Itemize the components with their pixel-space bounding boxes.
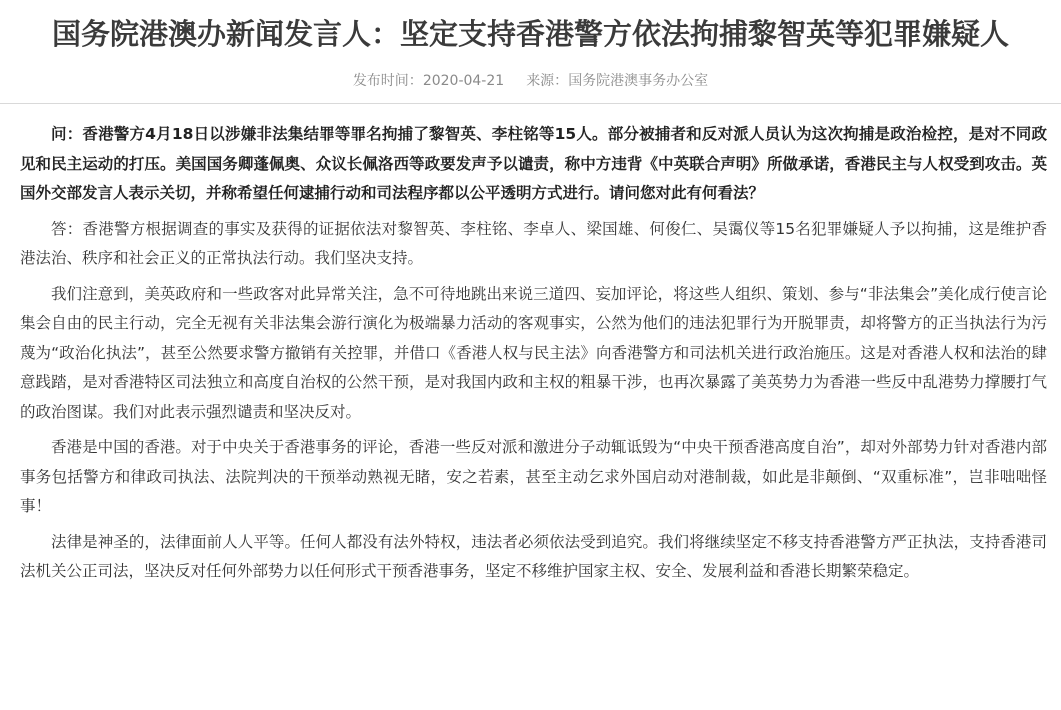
body-paragraph: 法律是神圣的，法律面前人人平等。任何人都没有法外特权，违法者必须依法受到追究。我们将继续坚定不移支持香港警方严正执法，支持香港司法机关公正司法，坚决反对任何外部势力以任何形式干预香港事务，坚定不移维护国家主权、安全、发展利益和香港长期繁荣稳定。 bbox=[20, 532, 1047, 580]
source-name: 国务院港澳事务办公室 bbox=[568, 73, 709, 89]
article-meta bbox=[0, 71, 1061, 91]
body-paragraph: 香港是中国的香港。对于中央关于香港事务的评论，香港一些反对派和激进分子动辄诋毁为“中央干预香港高度自治”，却对外部势力针对香港内部事务包括警方和律政司执法、法院判决的干预举动熟视无睹，安之若素，甚至主动乞求外国启动对港制裁，如此是非颠倒、“双重标准”，岂非咄咄怪事！ bbox=[20, 438, 1047, 515]
publish-label: 发布时间： bbox=[352, 73, 423, 89]
publish-date: 2020-04-21 bbox=[422, 73, 505, 89]
body-paragraph: 我们注意到，美英政府和一些政客对此异常关注，急不可待地跳出来说三道四、妄加评论，将这些人组织、策划、参与“非法集会”美化成行使言论集会自由的民主行动，完全无视有关非法集会游行演化为极端暴力活动的客观事实，公然为他们的违法犯罪行为开脱罪责，却将警方的正当执法行为污蔑为“政治化执法”，甚至公然要求警方撤销有关控罪，并借口《香港人权与民主法》向香港警方和司法机关进行政治施压。这是对香港人权和法治的肆意践踏，是对香港特区司法独立和高度自治权的公然干预，是对我国内政和主权的粗暴干涉，也再次暴露了美英势力为香港一些反中乱港势力撑腰打气的政治图谋。我们对此表示强烈谴责和坚决反对。 bbox=[20, 284, 1047, 421]
answer-paragraph: 答：香港警方根据调查的事实及获得的证据依法对黎智英、李柱铭、李卓人、梁国雄、何俊仁、吴霭仪等15名犯罪嫌疑人予以拘捕，这是维护香港法治、秩序和社会正义的正常执法行动。我们坚决支持。 bbox=[20, 219, 1047, 267]
source-label: 来源： bbox=[526, 73, 569, 89]
article-title: 国务院港澳办新闻发言人：坚定支持香港警方依法拘捕黎智英等犯罪嫌疑人 bbox=[51, 17, 1009, 51]
article-header bbox=[0, 0, 1061, 104]
article-body bbox=[0, 104, 1061, 587]
question-paragraph: 问：香港警方4月18日以涉嫌非法集结罪等罪名拘捕了黎智英、李柱铭等15人。部分被捕者和反对派人员认为这次拘捕是政治检控，是对不同政见和民主运动的打压。美国国务卿蓬佩奥、众议长佩洛西等政要发声予以谴责，称中方违背《中英联合声明》所做承诺，香港民主与人权受到攻击。英国外交部发言人表示关切，并称希望任何逮捕行动和司法程序都以公平透明方式进行。请问您对此有何看法？ bbox=[20, 125, 1047, 202]
